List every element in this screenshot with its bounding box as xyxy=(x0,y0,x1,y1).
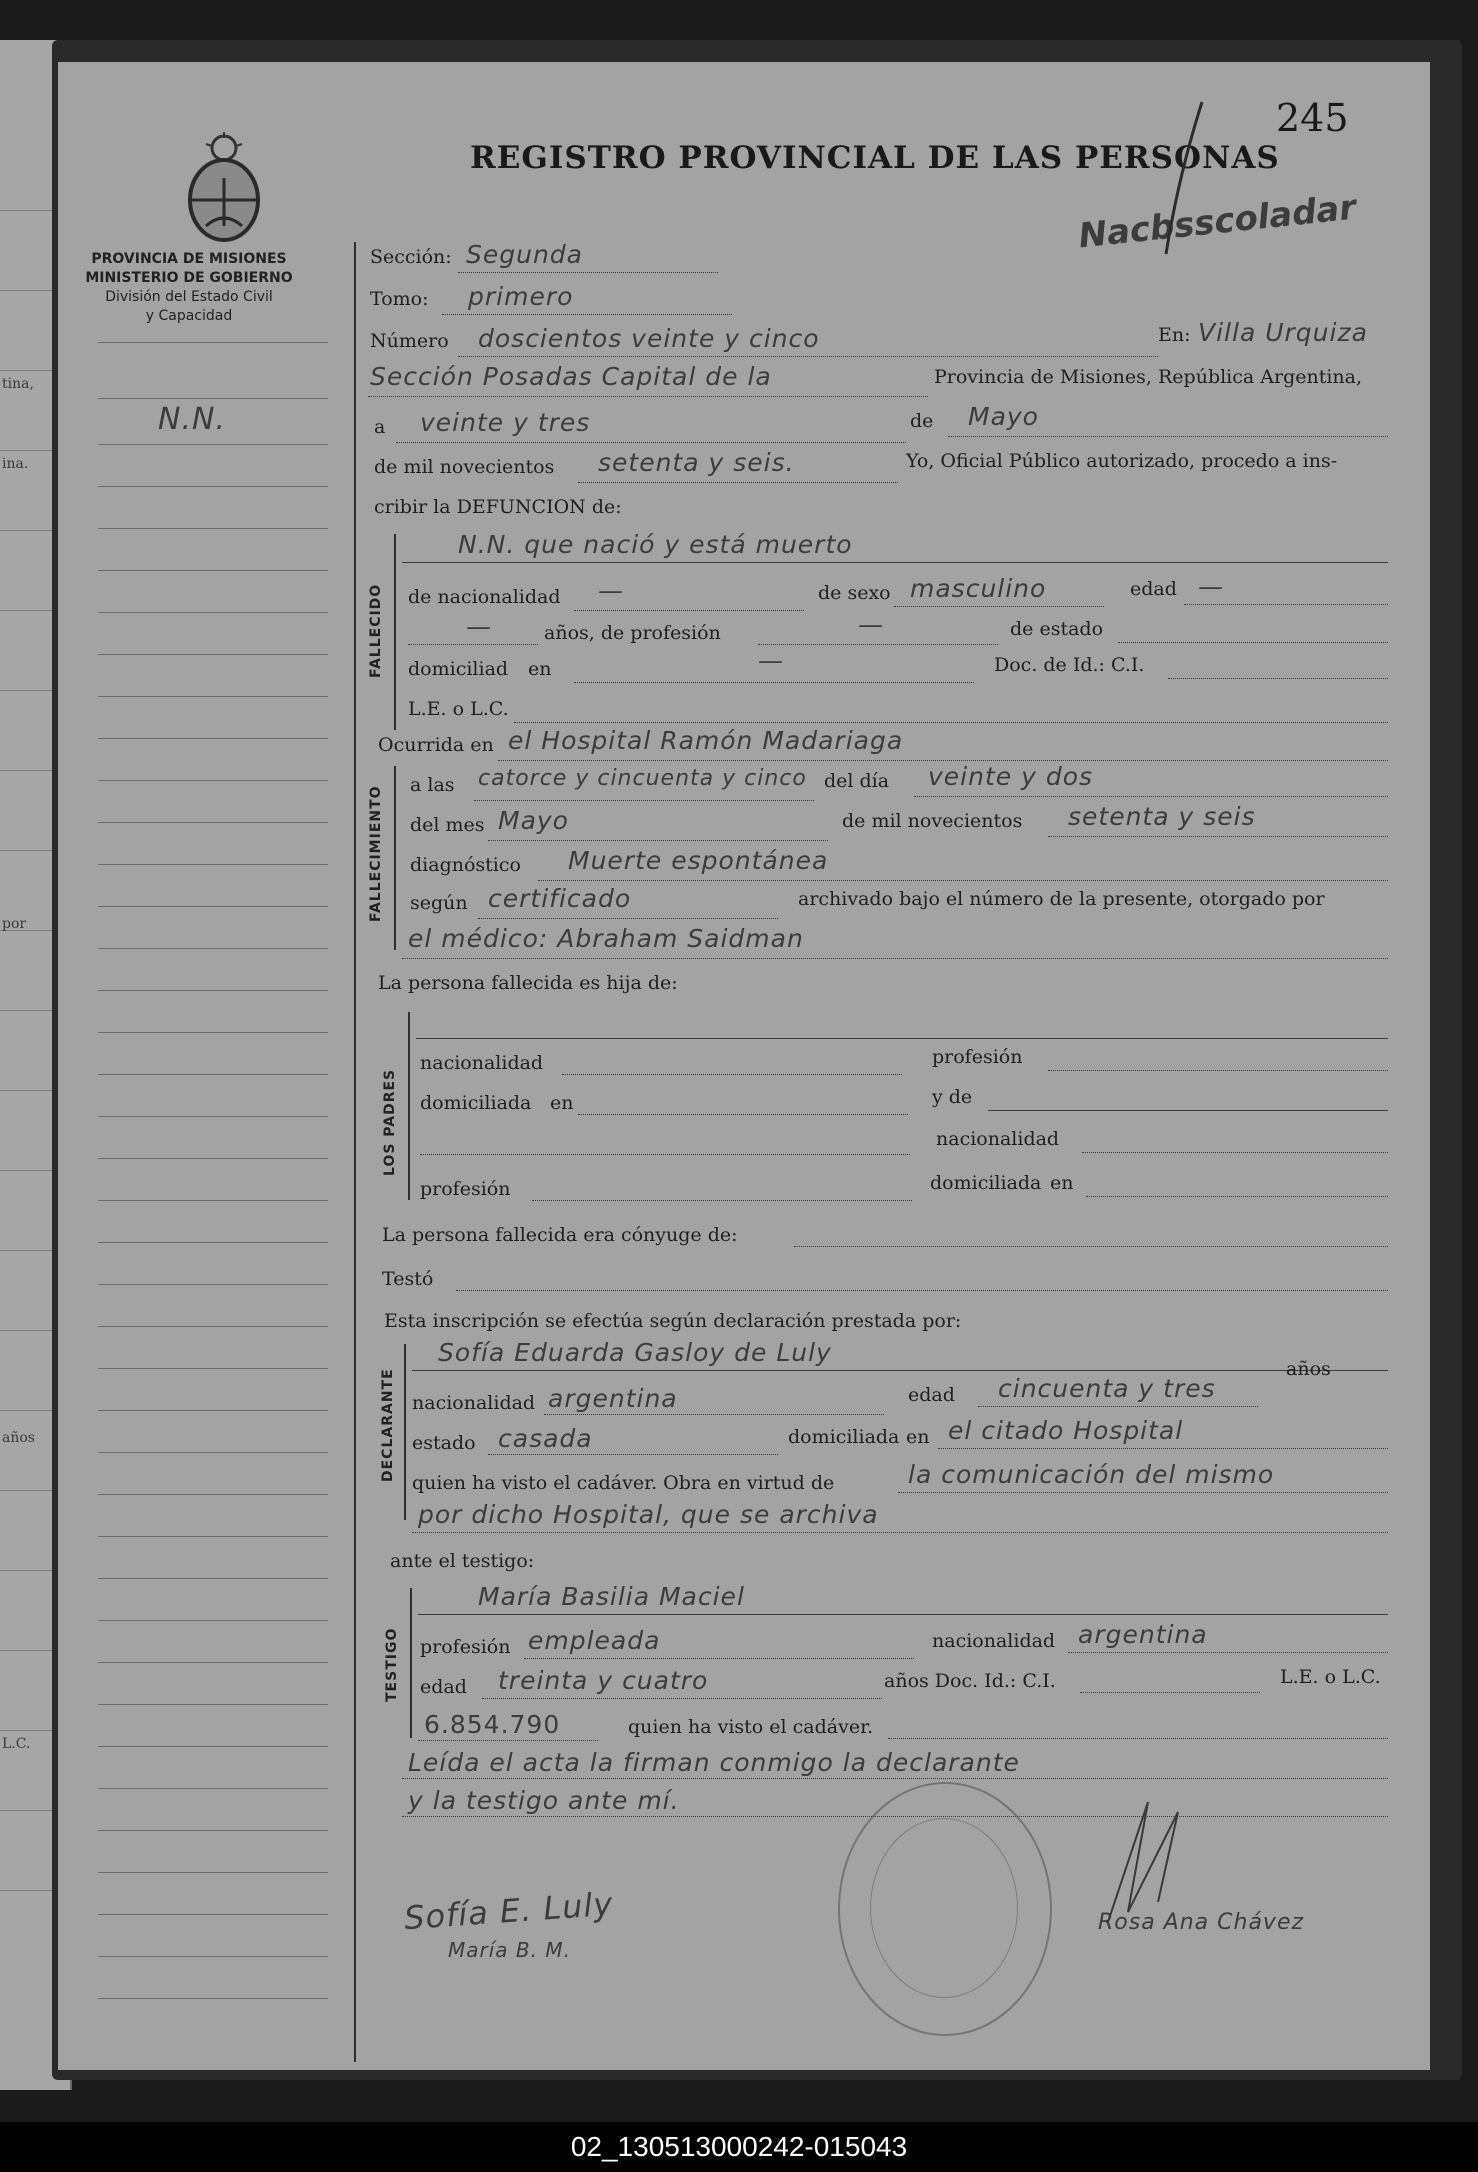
le-lc-label: L.E. o L.C. xyxy=(408,698,509,720)
place-value: Sección Posadas Capital de la xyxy=(370,362,772,391)
declarante-nacionalidad-value: argentina xyxy=(548,1384,678,1413)
mes-value: Mayo xyxy=(968,402,1039,431)
hora-value: catorce y cincuenta y cinco xyxy=(478,766,807,791)
declarante-edad-label: edad xyxy=(908,1384,955,1406)
testigo-edad-label: edad xyxy=(420,1676,467,1698)
estado-label: de estado xyxy=(1010,618,1104,640)
ocurrida-value: el Hospital Ramón Madariaga xyxy=(508,726,904,755)
declarante-nacionalidad-label: nacionalidad xyxy=(412,1392,536,1414)
fallecimiento-section-label: FALLECIMIENTO xyxy=(368,785,384,922)
seccion-value: Segunda xyxy=(466,240,583,269)
signature-declarante-sub: María B. M. xyxy=(448,1938,571,1962)
declarante-edad-value: cincuenta y tres xyxy=(998,1374,1216,1403)
declarante-en-label: en xyxy=(906,1426,930,1448)
anio-value: setenta y seis. xyxy=(598,448,795,477)
declarante-name: Sofía Eduarda Gasloy de Luly xyxy=(438,1338,832,1367)
testigo-nacionalidad-label: nacionalidad xyxy=(932,1630,1056,1652)
nacionalidad-value: — xyxy=(598,576,624,605)
mes-value: Mayo xyxy=(498,806,569,835)
conyuge-text: La persona fallecida era cónyuge de: xyxy=(382,1224,738,1246)
testigo-le-lc-label: L.E. o L.C. xyxy=(1280,1666,1381,1688)
fallecido-name: N.N. que nació y está muerto xyxy=(458,530,853,559)
testigo-section-label: TESTIGO xyxy=(384,1627,400,1702)
ministry-header xyxy=(58,250,320,326)
edad-value: — xyxy=(1198,572,1224,601)
declarante-domicilio-value: el citado Hospital xyxy=(948,1416,1184,1445)
padre-nacionalidad-label: nacionalidad xyxy=(420,1052,544,1074)
signature-stroke-icon xyxy=(1158,98,1218,258)
segun-label: según xyxy=(410,892,468,914)
segun-value: certificado xyxy=(488,884,632,913)
provincia-text: Provincia de Misiones, República Argentina, xyxy=(934,366,1363,388)
de-label: de xyxy=(910,410,934,432)
padre-domiciliada-label: domiciliada xyxy=(420,1092,532,1114)
margin-note: N.N. xyxy=(158,402,226,437)
seccion-label: Sección: xyxy=(370,246,452,268)
diagnostico-value: Muerte espontánea xyxy=(568,846,829,875)
testigo-doc-value: 6.854.790 xyxy=(424,1710,561,1739)
ocurrida-label: Ocurrida en xyxy=(378,734,494,756)
ante-testigo-text: ante el testigo: xyxy=(390,1550,535,1572)
left-page-fragment: años xyxy=(2,1430,35,1446)
testigo-edad-value: treinta y cuatro xyxy=(498,1666,709,1695)
division-heading: División del Estado Civil xyxy=(105,289,273,305)
inscribir-text: cribir la DEFUNCION de: xyxy=(374,496,622,518)
madre-domiciliada-label: domiciliada xyxy=(930,1172,1042,1194)
signature-declarante: Sofía E. Luly xyxy=(402,1884,615,1938)
left-page-fragment: tina, xyxy=(2,376,34,392)
header-signature: Nacbsscoladar xyxy=(1076,187,1358,257)
oficial-text: Yo, Oficial Público autorizado, procedo a ins- xyxy=(906,450,1338,472)
death-record-sheet xyxy=(58,62,1430,2070)
testigo-profesion-label: profesión xyxy=(420,1636,511,1658)
declarante-obra-value: la comunicación del mismo xyxy=(908,1460,1275,1489)
ministry-heading: MINISTERIO DE GOBIERNO xyxy=(85,270,293,286)
domiciliado-label: domiciliad xyxy=(408,658,509,680)
hora-label: a las xyxy=(410,774,455,796)
margin-divider xyxy=(354,242,356,2062)
domiciliado-en-label: en xyxy=(528,658,552,680)
tomo-value: primero xyxy=(468,282,574,311)
anios-profesion-label: años, de profesión xyxy=(544,622,721,644)
madre-nacionalidad-label: nacionalidad xyxy=(936,1128,1060,1150)
anio-label: de mil novecientos xyxy=(374,456,555,478)
madre-en-label: en xyxy=(1050,1172,1074,1194)
tomo-label: Tomo: xyxy=(370,288,429,310)
testigo-cadaver-text: quien ha visto el cadáver. xyxy=(628,1716,874,1738)
page-number: 245 xyxy=(1276,96,1349,140)
numero-value: doscientos veinte y cinco xyxy=(478,324,820,353)
padre-en-label: en xyxy=(550,1092,574,1114)
nacionalidad-label: de nacionalidad xyxy=(408,586,561,608)
sexo-label: de sexo xyxy=(818,582,891,604)
left-page-fragment: ina. xyxy=(2,456,29,472)
padre-profesion-label: profesión xyxy=(932,1046,1023,1068)
dia-value: veinte y dos xyxy=(928,762,1094,791)
official-seal-stamp xyxy=(838,1782,1052,2036)
madre-profesion-label: profesión xyxy=(420,1178,511,1200)
dia-label: del día xyxy=(824,770,890,792)
numero-label: Número xyxy=(370,330,449,352)
a-label: a xyxy=(374,416,386,438)
declarante-estado-value: casada xyxy=(498,1424,593,1453)
closing-line-2: y la testigo ante mí. xyxy=(408,1786,680,1815)
signature-flourish-icon xyxy=(1088,1792,1208,1932)
profesion-value: — xyxy=(858,610,884,639)
diagnostico-label: diagnóstico xyxy=(410,854,521,876)
province-heading: PROVINCIA DE MISIONES xyxy=(91,251,287,267)
testigo-doc-label: años Doc. Id.: C.I. xyxy=(884,1670,1056,1692)
anio-label: de mil novecientos xyxy=(842,810,1023,832)
declaracion-text: Esta inscripción se efectúa según declaración prestada por: xyxy=(384,1310,962,1332)
mes-label: del mes xyxy=(410,814,485,836)
archivado-text: archivado bajo el número de la presente, otorgado por xyxy=(798,888,1325,910)
scan-footer-id: 02_130513000242-015043 xyxy=(0,2122,1478,2172)
testigo-nacionalidad-value: argentina xyxy=(1078,1620,1208,1649)
page-title: REGISTRO PROVINCIAL DE LAS PERSONAS xyxy=(470,140,1280,176)
declarante-estado-label: estado xyxy=(412,1432,476,1454)
padres-section-label: LOS PADRES xyxy=(382,1068,398,1176)
closing-line-1: Leída el acta la firman conmigo la declarante xyxy=(408,1748,1020,1777)
signature-officer: Rosa Ana Chávez xyxy=(1098,1910,1305,1935)
testo-label: Testó xyxy=(382,1268,434,1290)
anio-value: setenta y seis xyxy=(1068,802,1256,831)
sexo-value: masculino xyxy=(910,574,1047,603)
declarante-anios-label: años xyxy=(1286,1358,1331,1380)
testigo-profesion-value: empleada xyxy=(528,1626,661,1655)
domicilio-value: — xyxy=(758,646,784,675)
declarante-domiciliada-label: domiciliada xyxy=(788,1426,900,1448)
declarante-cadaver-text: quien ha visto el cadáver. Obra en virtud de xyxy=(412,1472,835,1494)
edad-label: edad xyxy=(1130,578,1177,600)
declarante-section-label: DECLARANTE xyxy=(380,1368,396,1482)
dia-value: veinte y tres xyxy=(420,408,591,437)
anios-value: — xyxy=(466,612,492,641)
hija-de-text: La persona fallecida es hija de: xyxy=(378,972,678,994)
declarante-obra-value-2: por dicho Hospital, que se archiva xyxy=(418,1500,879,1529)
y-de-label: y de xyxy=(932,1086,973,1108)
testigo-name: María Basilia Maciel xyxy=(478,1582,745,1611)
en-value: Villa Urquiza xyxy=(1198,318,1368,347)
en-label: En: xyxy=(1158,324,1191,346)
fallecido-section-label: FALLECIDO xyxy=(368,583,384,678)
doc-id-label: Doc. de Id.: C.I. xyxy=(994,654,1145,676)
medico-value: el médico: Abraham Saidman xyxy=(408,924,804,953)
coat-of-arms-icon xyxy=(176,130,272,246)
left-page-fragment: por xyxy=(2,916,27,932)
left-page-fragment: L.C. xyxy=(2,1736,31,1752)
division-subheading: y Capacidad xyxy=(145,308,233,324)
